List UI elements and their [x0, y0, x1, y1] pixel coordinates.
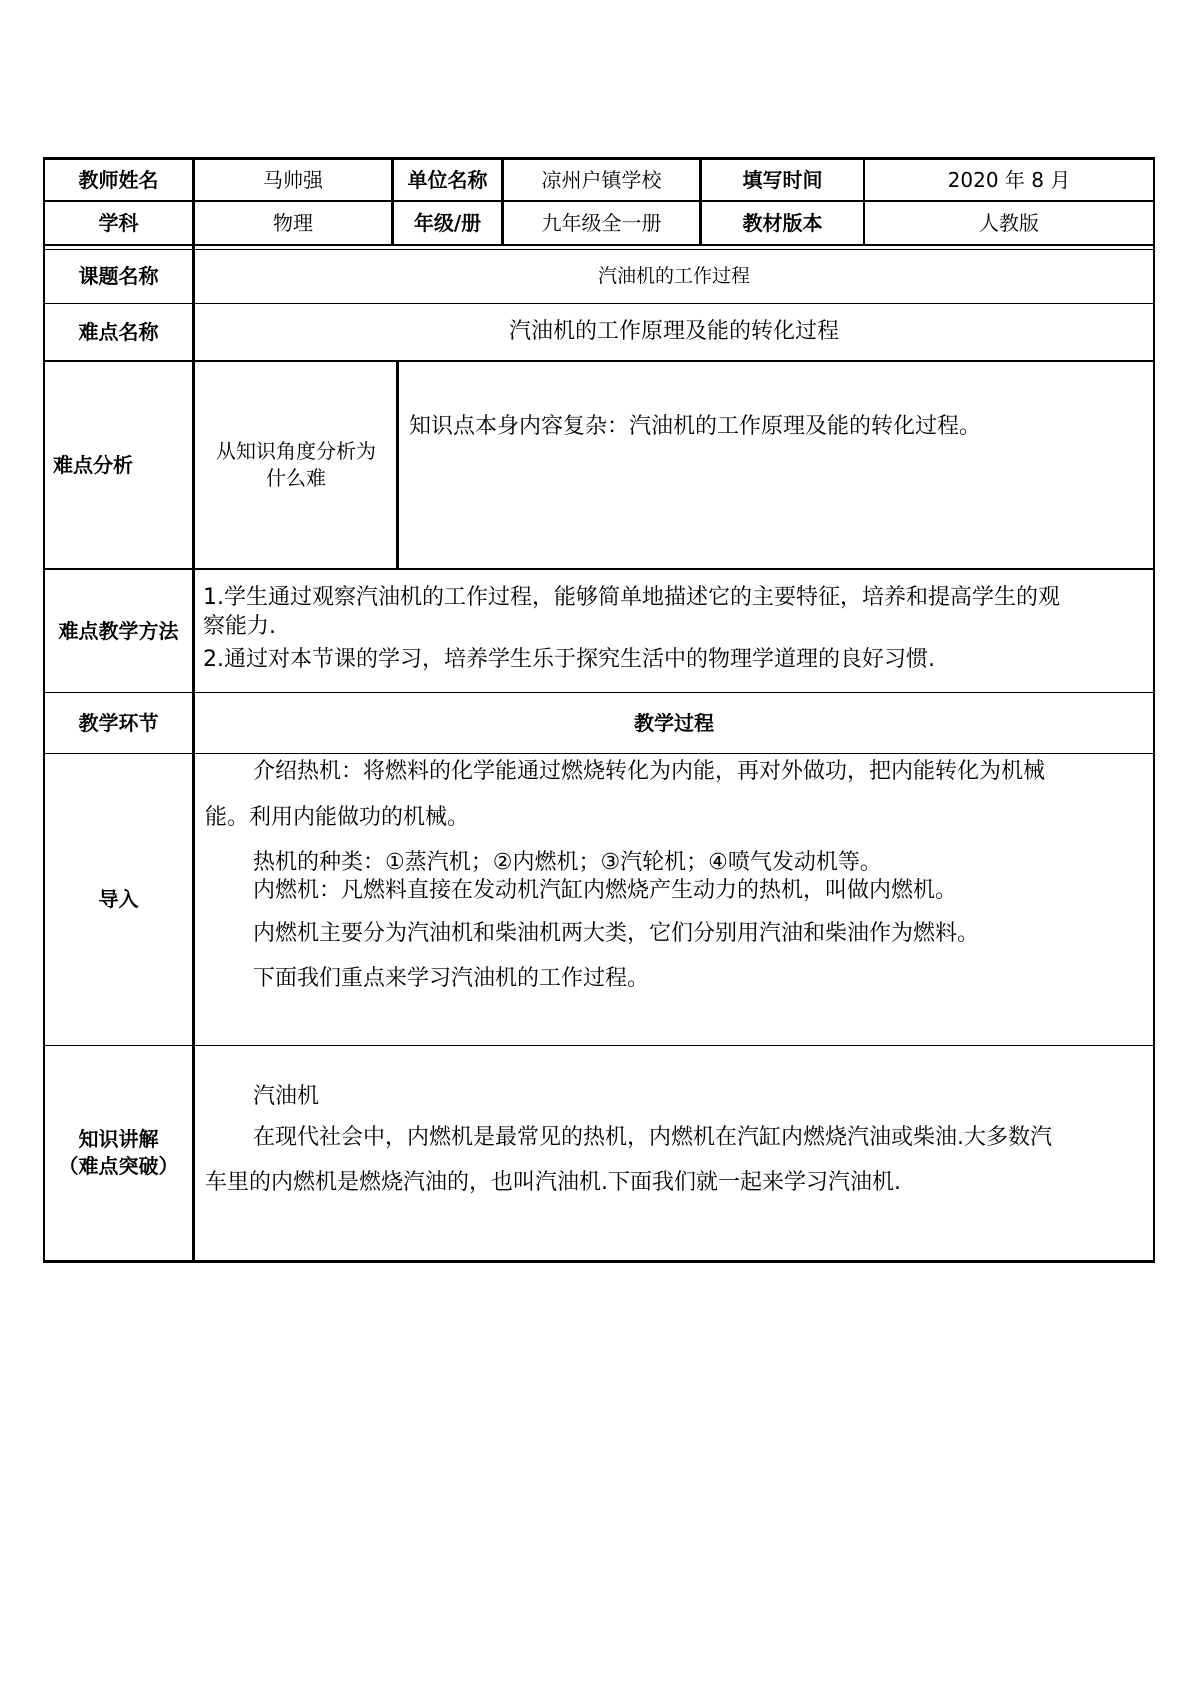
- fill-date-value: 2020 年 8 月: [947, 167, 1071, 192]
- edition-label: 教材版本: [742, 210, 823, 235]
- topic-value: 汽油机的工作过程: [597, 264, 750, 287]
- knowledge-label-line-1: 知识讲解: [78, 1127, 159, 1151]
- method-line-2: 察能力.: [203, 614, 276, 639]
- process-stage-label: 教学环节: [78, 710, 159, 735]
- knowledge-para-2b: 车里的内燃机是燃烧汽油的，也叫汽油机.下面我们就一起来学习汽油机.: [205, 1170, 901, 1195]
- difficulty-value: 汽油机的工作原理及能的转化过程: [508, 319, 839, 345]
- knowledge-label-line-2: （难点突破）: [58, 1154, 179, 1178]
- intro-para-1b: 能。利用内能做功的机械。: [205, 805, 470, 830]
- difficulty-label: 难点名称: [78, 319, 159, 344]
- unit-name-label: 单位名称: [407, 167, 488, 192]
- intro-para-4: 内燃机主要分为汽油机和柴油机两大类，它们分别用汽油和柴油作为燃料。: [253, 921, 980, 946]
- grade-label: 年级/册: [413, 210, 482, 235]
- border-analysis-inner: [396, 360, 399, 569]
- border-row8: [43, 1045, 1155, 1046]
- intro-para-2: 热机的种类：①蒸汽机；②内燃机；③汽轮机；④喷气发动机等。: [253, 850, 882, 875]
- topic-label: 课题名称: [78, 264, 159, 288]
- analysis-sub-label: 从知识角度分析为什么难: [216, 439, 376, 490]
- analysis-label: 难点分析: [53, 452, 133, 477]
- method-label: 难点教学方法: [58, 618, 179, 643]
- grade-value: 九年级全一册: [541, 210, 662, 235]
- analysis-value: 知识点本身内容复杂：汽油机的工作原理及能的转化过程。: [409, 414, 982, 439]
- border-row7: [43, 753, 1155, 754]
- unit-name-value: 凉州户镇学校: [541, 167, 662, 192]
- method-line-1: 1.学生通过观察汽油机的工作过程，能够简单地描述它的主要特征，培养和提高学生的观: [203, 585, 1060, 610]
- border-bottom: [43, 1260, 1155, 1263]
- border-right: [1153, 157, 1155, 1263]
- knowledge-para-2a: 在现代社会中，内燃机是最常见的热机，内燃机在汽缸内燃烧汽油或柴油.大多数汽: [253, 1125, 1052, 1150]
- intro-para-1a: 介绍热机：将燃料的化学能通过燃烧转化为内能，再对外做功，把内能转化为机械: [253, 759, 1046, 784]
- border-row2: [43, 244, 1155, 246]
- subject-value: 物理: [273, 210, 313, 235]
- process-header: 教学过程: [634, 710, 714, 735]
- fill-date-label: 填写时间: [742, 167, 823, 192]
- teacher-name-label: 教师姓名: [78, 167, 159, 192]
- intro-label: 导入: [98, 887, 139, 911]
- subject-label: 学科: [98, 210, 139, 235]
- edition-value: 人教版: [979, 210, 1039, 235]
- method-line-3: 2.通过对本节课的学习，培养学生乐于探究生活中的物理学道理的良好习惯.: [203, 647, 935, 672]
- intro-para-3: 内燃机：凡燃料直接在发动机汽缸内燃烧产生动力的热机，叫做内燃机。: [253, 878, 958, 903]
- knowledge-label: [45, 1046, 192, 1260]
- border-row5: [43, 568, 1155, 570]
- knowledge-para-1: 汽油机: [253, 1084, 320, 1109]
- intro-para-5: 下面我们重点来学习汽油机的工作过程。: [253, 966, 650, 991]
- teacher-name-value: 马帅强: [263, 167, 323, 192]
